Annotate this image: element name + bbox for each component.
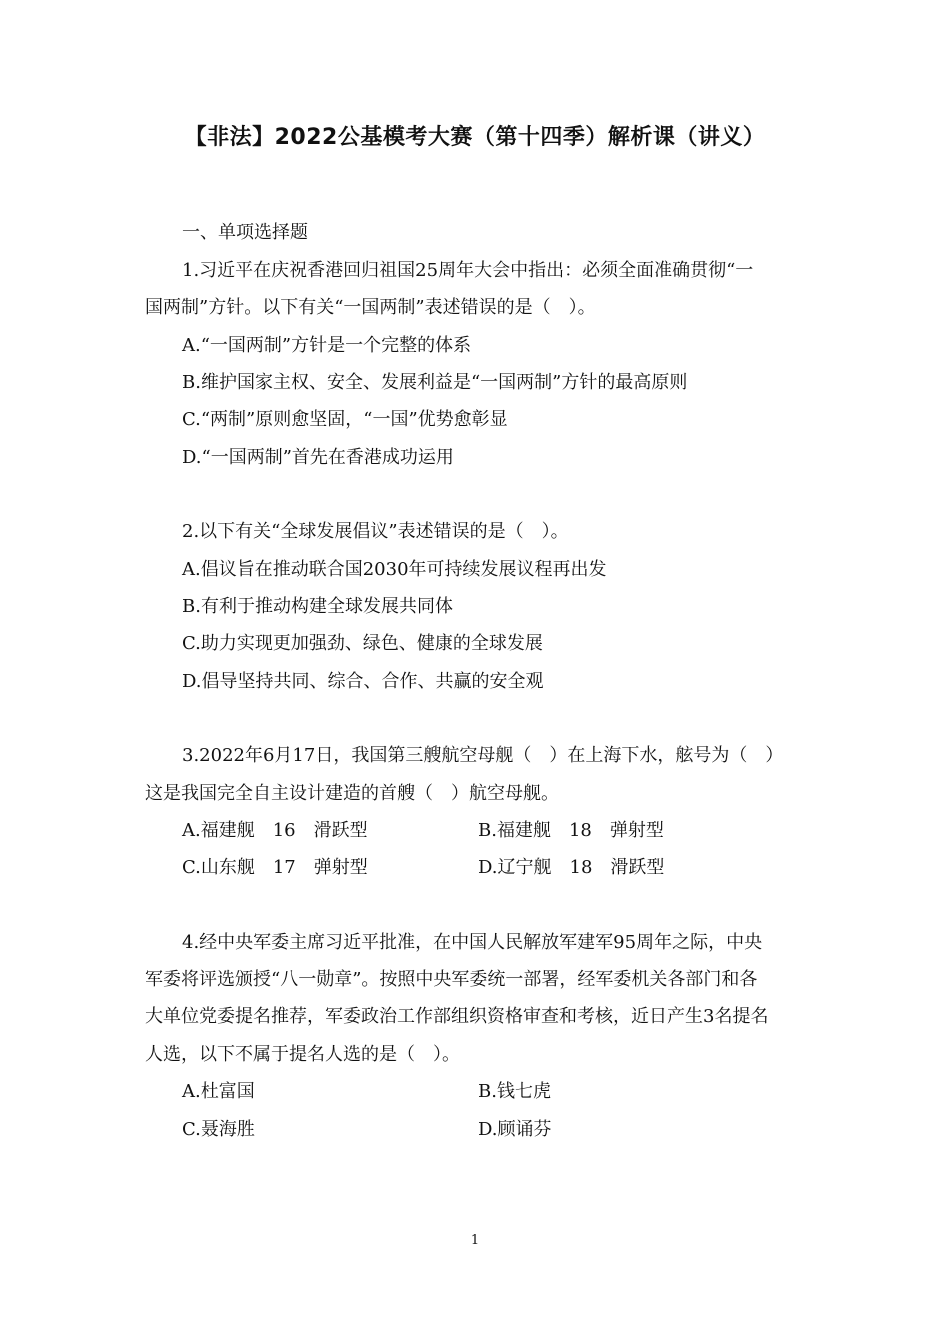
question-2-option-d: D.倡导坚持共同、综合、合作、共赢的安全观	[182, 671, 544, 692]
question-1-option-c: C.“两制”原则愈坚固，“一国”优势愈彰显	[182, 409, 508, 430]
question-3-stem-line-1: 3.2022年6月17日，我国第三艘航空母舰（ ）在上海下水，舷号为（ ）	[182, 745, 784, 766]
question-2-option-a: A.倡议旨在推动联合国2030年可持续发展议程再出发	[182, 559, 607, 580]
question-1-option-d: D.“一国两制”首先在香港成功运用	[182, 447, 454, 468]
question-1-stem-line-2: 国两制”方针。以下有关“一国两制”表述错误的是（ ）。	[145, 297, 596, 318]
question-4-option-c: C.聂海胜	[182, 1119, 255, 1140]
question-3-option-b: B.福建舰 18 弹射型	[478, 820, 664, 841]
page-number: 1	[470, 1233, 480, 1248]
question-1-option-b: B.维护国家主权、安全、发展利益是“一国两制”方针的最高原则	[182, 372, 688, 393]
document-title: 【非法】2022公基模考大赛（第十四季）解析课（讲义）	[184, 125, 766, 150]
question-2-option-b: B.有利于推动构建全球发展共同体	[182, 596, 453, 617]
question-3-stem-line-2: 这是我国完全自主设计建造的首艘（ ）航空母舰。	[145, 783, 559, 804]
question-2-stem-line-1: 2.以下有关“全球发展倡议”表述错误的是（ ）。	[182, 521, 569, 542]
question-4-stem-line-4: 人选，以下不属于提名人选的是（ ）。	[145, 1044, 460, 1065]
question-3-option-c: C.山东舰 17 弹射型	[182, 857, 368, 878]
question-4-stem-line-3: 大单位党委提名推荐，军委政治工作部组织资格审查和考核，近日产生3名提名	[145, 1006, 769, 1027]
question-1-option-a: A.“一国两制”方针是一个完整的体系	[182, 335, 472, 356]
question-1-stem-line-1: 1.习近平在庆祝香港回归祖国25周年大会中指出：必须全面准确贯彻“一	[182, 260, 754, 281]
question-3-option-d: D.辽宁舰 18 滑跃型	[478, 857, 665, 878]
question-2-option-c: C.助力实现更加强劲、绿色、健康的全球发展	[182, 633, 543, 654]
question-4-option-d: D.顾诵芬	[478, 1119, 552, 1140]
question-3-option-a: A.福建舰 16 滑跃型	[182, 820, 368, 841]
question-4-option-a: A.杜富国	[182, 1081, 255, 1102]
question-4-stem-line-2: 军委将评选颁授“八一勋章”。按照中央军委统一部署，经军委机关各部门和各	[145, 969, 758, 990]
section-heading: 一、单项选择题	[182, 222, 308, 243]
question-4-stem-line-1: 4.经中央军委主席习近平批准，在中国人民解放军建军95周年之际，中央	[182, 932, 763, 953]
question-4-option-b: B.钱七虎	[478, 1081, 551, 1102]
